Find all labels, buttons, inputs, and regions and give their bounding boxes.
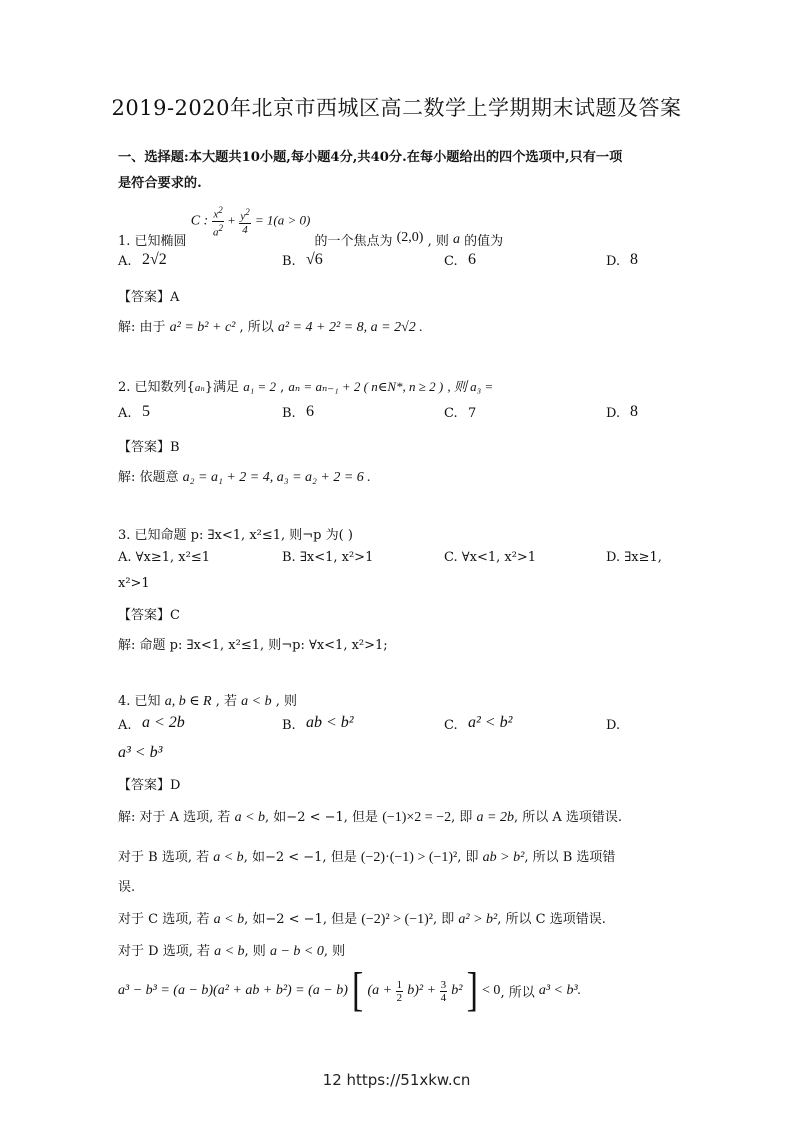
q2-end: , 则 a₃ = bbox=[447, 379, 494, 394]
q4-sol2-e: , 即 bbox=[457, 850, 479, 865]
q1-ellipse-eq-label: C : bbox=[190, 213, 209, 229]
q3-option-d-value: ∃x≥1, bbox=[624, 550, 662, 565]
q4-option-d-label: D. bbox=[606, 718, 621, 733]
q4-stem-end: , 则 bbox=[275, 694, 298, 709]
q2-option-a-label: A. bbox=[118, 406, 132, 421]
right-bracket: ] bbox=[466, 964, 478, 1017]
q4-sol4-c: , 则 bbox=[244, 944, 266, 959]
q4-stem-cond: a < b bbox=[241, 694, 272, 709]
left-bracket: [ bbox=[352, 964, 364, 1017]
q1-option-b-value: √6 bbox=[306, 251, 323, 268]
q4-sol4-a: 对于 D 选项, 若 bbox=[118, 944, 210, 959]
q4-sol1-d: (−1)×2 = −2 bbox=[382, 810, 452, 825]
frac-half-den: 2 bbox=[396, 991, 403, 1004]
q4-stem-vars: a, b ∈ R bbox=[164, 694, 212, 709]
q2-solution bbox=[118, 466, 371, 486]
q1-sol-eq2: a² = 4 + 2² = 8, a = 2√2 . bbox=[277, 320, 423, 335]
q4-sol3-d: (−2)² > (−1)² bbox=[361, 912, 433, 927]
page-footer: 12 https://51xkw.cn bbox=[322, 1071, 471, 1089]
q4-sol3-g: , 所以 C 选项错误. bbox=[497, 912, 606, 927]
q1-focus: (2,0) bbox=[396, 229, 424, 245]
q2-option-d-label: D. bbox=[606, 406, 621, 421]
frac-one-half bbox=[396, 979, 404, 1004]
q1-end: 的值为 bbox=[464, 233, 504, 249]
q4-sol1-c: , 如−2 < −1, 但是 bbox=[265, 810, 379, 825]
q1-frac-y: $\frac{y^2}{4}$ bbox=[240, 207, 250, 236]
q3-answer: 【答案】C bbox=[118, 608, 180, 623]
q4-sol3-e: , 即 bbox=[432, 912, 455, 927]
q2-option-b-value: 6 bbox=[306, 403, 314, 420]
frac-half-num: 1 bbox=[396, 978, 403, 991]
q3-option-b-value: ∃x<1, x²>1 bbox=[299, 550, 374, 565]
q4-sol3-c: , 如−2 < −1, 但是 bbox=[244, 912, 358, 927]
q1-option-b-label: B. bbox=[282, 254, 296, 269]
q3-option-a bbox=[118, 550, 210, 565]
q4-solution-line3 bbox=[118, 908, 606, 928]
q1-solution bbox=[118, 316, 423, 336]
q1-suffix: , 则 bbox=[427, 233, 449, 249]
q4-option-c-label: C. bbox=[444, 718, 458, 733]
q4-sol1-f: a = 2b bbox=[476, 810, 514, 825]
q4-sol4-d: a − b < 0 bbox=[269, 944, 324, 959]
question-3-stem: 3. 已知命题 p: ∃x<1, x²≤1, 则¬p 为( ) bbox=[118, 528, 353, 543]
q3-option-c bbox=[444, 550, 536, 565]
q4-solution-line2 bbox=[118, 846, 615, 866]
q2-prefix: 2. 已知数列{ bbox=[118, 380, 195, 395]
q4-final-equation bbox=[118, 964, 582, 1017]
q4-option-b-label: B. bbox=[282, 718, 296, 733]
q4-sol2-a: 对于 B 选项, 若 bbox=[118, 850, 210, 865]
q2-an: aₙ bbox=[194, 382, 205, 394]
q2-option-a-value: 5 bbox=[142, 403, 150, 420]
q4-sol3-b: a < b bbox=[213, 912, 245, 927]
q2-option-c-value: 7 bbox=[468, 406, 477, 421]
q3-option-b-label: B. bbox=[282, 550, 296, 565]
section-heading-line2: 是符合要求的. bbox=[118, 176, 202, 191]
q1-option-d-label: D. bbox=[606, 254, 621, 269]
q3-solution: 解: 命题 p: ∃x<1, x²≤1, 则¬p: ∀x<1, x²>1; bbox=[118, 638, 388, 653]
q4-answer: 【答案】D bbox=[118, 778, 181, 793]
q4-option-a-value: a < 2b bbox=[142, 714, 185, 731]
section-heading-line1: 一、选择题:本大题共10小题,每小题4分,共40分.在每小题给出的四个选项中,只有一项 bbox=[118, 150, 623, 165]
q4-sol1-a: 解: 对于 A 选项, 若 bbox=[118, 810, 231, 825]
q2-comma: , bbox=[276, 380, 285, 395]
q4-sol3-f: a² > b² bbox=[458, 912, 498, 927]
q2-option-c-label: C. bbox=[444, 406, 458, 421]
q2-option-b-label: B. bbox=[282, 406, 296, 421]
q1-eq-tail: = 1(a > 0) bbox=[254, 212, 311, 228]
q4-sol2-b: a < b bbox=[213, 850, 244, 865]
q1-option-d-value: 8 bbox=[630, 251, 638, 268]
q4-final-suffix: , 所以 bbox=[500, 985, 535, 1001]
q3-option-a-value: ∀x≥1, x²≤1 bbox=[135, 550, 210, 565]
q3-option-d-cont: x²>1 bbox=[118, 576, 150, 591]
q4-solution-line4 bbox=[118, 940, 345, 960]
page-title: 2019-2020年北京市西城区高二数学上学期期末试题及答案 bbox=[111, 96, 682, 120]
q4-option-b-value: ab < b² bbox=[306, 714, 354, 731]
q1-sol-eq1: a² = b² + c² bbox=[169, 320, 236, 335]
question-2-stem bbox=[118, 376, 493, 395]
q4-final-inner-c: b² bbox=[451, 983, 463, 998]
q4-sol4-b: a < b bbox=[214, 944, 245, 959]
q3-option-d bbox=[606, 550, 662, 565]
q4-solution-line2-cont: 误. bbox=[118, 880, 136, 895]
q4-sol1-e: , 即 bbox=[451, 810, 473, 825]
q4-option-a-label: A. bbox=[118, 718, 132, 733]
q2-eq1: a₁ = 2 bbox=[243, 379, 276, 394]
q4-sol3-a: 对于 C 选项, 若 bbox=[118, 912, 210, 927]
question-4-stem bbox=[118, 690, 297, 710]
frac-3q-num: 3 bbox=[440, 978, 447, 991]
q4-stem-mid: , 若 bbox=[215, 694, 238, 709]
q1-option-c-label: C. bbox=[444, 254, 458, 269]
q2-sol-eq: a₂ = a₁ + 2 = 4, a₃ = a₂ + 2 = 6 . bbox=[182, 470, 371, 485]
q2-eq2: aₙ = aₙ₋₁ + 2 ( n∈N*, n ≥ 2 ) bbox=[288, 379, 444, 394]
q4-solution-line1 bbox=[118, 806, 622, 826]
q3-option-c-value: ∀x<1, x²>1 bbox=[461, 550, 537, 565]
q3-option-c-label: C. bbox=[444, 550, 458, 565]
q3-option-a-label: A. bbox=[118, 550, 132, 565]
q1-option-a-value: 2√2 bbox=[142, 251, 167, 268]
q4-final-rhs: < 0 bbox=[482, 983, 501, 998]
q4-sol1-g: , 所以 A 选项错误. bbox=[513, 810, 623, 825]
q1-frac-x: $\frac{x^2}{a^2}$ bbox=[213, 205, 224, 239]
q4-final-result: a³ < b³. bbox=[538, 983, 582, 998]
q1-sol-prefix: 解: 由于 bbox=[118, 320, 166, 335]
frac-3q-den: 4 bbox=[440, 991, 447, 1004]
q4-final-lhs: a³ − b³ = (a − b)(a² + ab + b²) = (a − b) bbox=[118, 983, 348, 998]
q1-sol-mid: , 所以 bbox=[239, 320, 274, 335]
q2-answer: 【答案】B bbox=[118, 440, 180, 455]
q2-sol-prefix: 解: 依题意 bbox=[118, 470, 179, 485]
q3-option-d-label: D. bbox=[606, 550, 621, 565]
question-1-stem: 1. 已知椭圆 C : $\frac{x^2}{a^2}$ + $\frac{y^2}{4}$ = 1(a > 0) 的一个焦点为 (2,0) , 则 a 的值为 bbox=[118, 205, 504, 249]
q1-var-a: a bbox=[453, 231, 460, 247]
q4-option-c-value: a² < b² bbox=[468, 714, 513, 731]
q4-sol4-e: , 则 bbox=[323, 944, 346, 959]
q1-prefix: 1. 已知椭圆 bbox=[118, 233, 187, 249]
q4-final-inner-b: b)² + bbox=[407, 983, 440, 998]
q4-sol2-d: (−2)·(−1) > (−1)² bbox=[360, 850, 458, 865]
q4-sol2-g: , 所以 B 选项错 bbox=[524, 850, 616, 865]
q4-final-inner-a: (a + bbox=[367, 983, 396, 998]
q4-sol2-c: , 如−2 < −1, 但是 bbox=[243, 850, 357, 865]
q4-sol2-f: ab > b² bbox=[482, 850, 525, 865]
q3-option-b bbox=[282, 550, 373, 565]
q1-option-a-label: A. bbox=[118, 254, 132, 269]
q2-mid1: }满足 bbox=[204, 380, 240, 395]
q4-sol1-b: a < b bbox=[234, 810, 266, 825]
q4-option-d-cont: a³ < b³ bbox=[118, 744, 163, 761]
q1-mid: 的一个焦点为 bbox=[314, 233, 393, 249]
q1-option-c-value: 6 bbox=[468, 251, 476, 268]
q2-option-d-value: 8 bbox=[630, 403, 638, 420]
q1-answer: 【答案】A bbox=[118, 290, 180, 305]
q4-stem-prefix: 4. 已知 bbox=[118, 694, 161, 709]
frac-three-quarters bbox=[440, 979, 448, 1004]
